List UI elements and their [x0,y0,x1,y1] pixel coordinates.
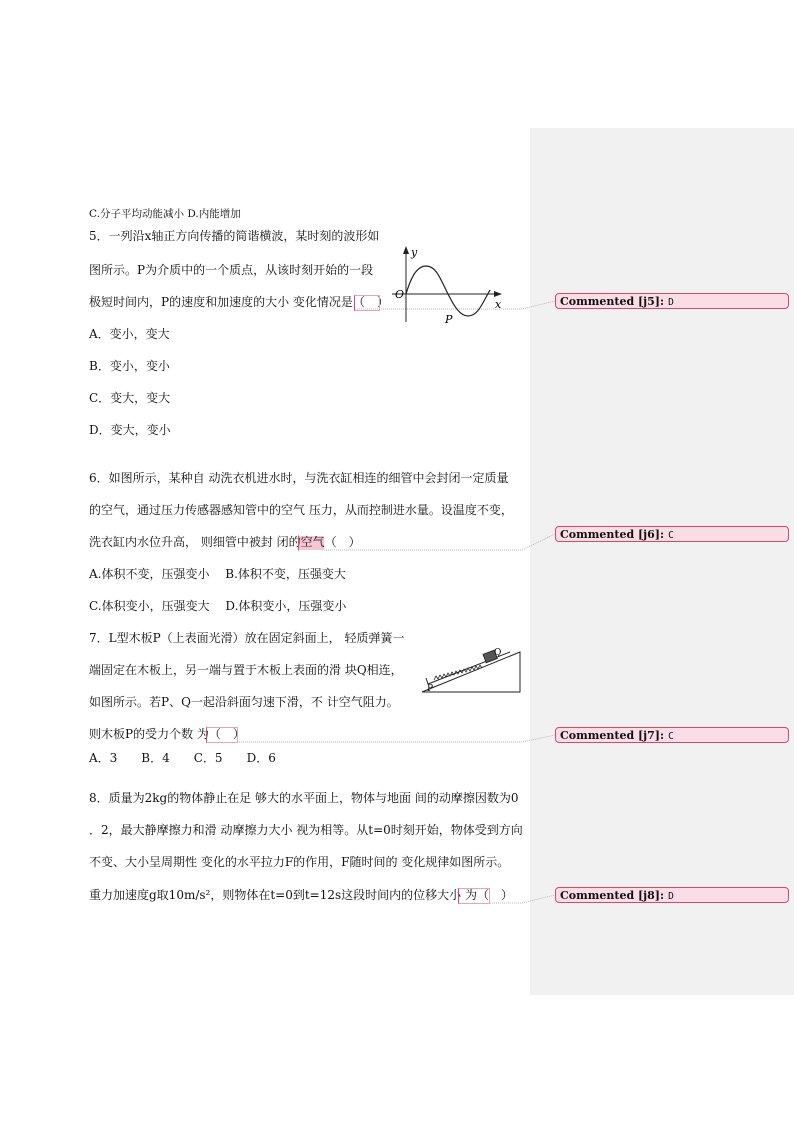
q5-fig-p-label: P [445,313,453,326]
q6-line-2: 的空气，通过压力传感器感知管中的空气 压力，从而控制进水量。设温度不变， [89,503,513,517]
q4-options-tail: C.分子平均动能减小 D.内能增加 [89,208,241,220]
comment-bubble-j6[interactable] [555,526,789,542]
q5-option-a: A．变小，变大 [89,327,170,341]
q5-fig-y-label: y [411,246,418,259]
q8-line-1: 8．质量为2kg的物体静止在足 够大的水平面上，物体与地面 间的动摩擦因数为0 [89,791,519,805]
q5-option-d: D．变大，变小 [89,423,171,437]
q5-option-b: B．变小，变小 [89,359,170,373]
q5-wave-figure [392,246,512,328]
q8-line-3: 不变、大小呈周期性 变化的水平拉力F的作用，F随时间的 变化规律如图所示。 [89,855,510,869]
comment-pane [530,128,794,995]
q5-line-1: 5．一列沿x轴正方向传播的简谐横波，某时刻的波形如 [89,229,380,243]
comment-value: D [668,891,674,902]
comment-label: Commented [j5]: [560,295,665,308]
comment-value: C [668,530,674,541]
comment-anchor-j8[interactable] [458,888,490,904]
q5-option-c: C．变大，变大 [89,391,171,405]
q7-incline-figure [418,644,524,694]
q8-line-2: ．2，最大静摩擦力和滑 动摩擦力大小 视为相等。从t=0时刻开始，物体受到方向 [89,823,523,837]
comment-anchor-j5[interactable] [354,295,380,311]
comment-bubble-j8[interactable] [555,887,789,903]
q5-fig-x-label: x [495,298,502,311]
comment-label: Commented [j7]: [560,729,665,742]
q6-line-1: 6．如图所示，某种自 动洗衣机进水时，与洗衣缸相连的细管中会封闭一定质量 [89,471,509,485]
q6-line-3: 洗衣缸内水位升高， 则细管中被封 闭的空气（ ） [89,535,361,549]
comment-value: D [668,297,674,308]
comment-bubble-j7[interactable] [555,727,789,743]
q7-line-4: 则木板P的受力个数 为（ ） [89,727,245,741]
q5-line-2: 图所示。P为介质中的一个质点，从该时刻开始的一段 [89,263,374,277]
q6-options-row-1: A.体积不变，压强变小 B.体积不变，压强变大 [89,567,346,581]
q7-options: A．3 B．4 C．5 D．6 [89,751,276,765]
comment-bubble-j5[interactable] [555,293,789,309]
comment-value: C [668,731,674,742]
comment-label: Commented [j6]: [560,528,665,541]
q7-line-2: 端固定在木板上，另一端与置于木板上表面的滑 块Q相连， [89,663,403,677]
q7-fig-q-label: Q [494,648,502,658]
comment-label: Commented [j8]: [560,889,665,902]
q8-line-4: 重力加速度g取10m/s²，则物体在t=0到t=12s这段时间内的位移大小 为（ ） [89,888,513,902]
q5-line-3: 极短时间内，P的速度和加速度的大小 变化情况是（ ） [89,295,389,309]
q7-fig-p-label: P [427,684,434,694]
q7-line-3: 如图所示。若P、Q一起沿斜面匀速下滑，不 计空气阻力。 [89,695,399,709]
q7-line-1: 7．L型木板P（上表面光滑）放在固定斜面上， 轻质弹簧一 [89,631,405,645]
q6-options-row-2: C.体积变小，压强变大 D.体积变小，压强变小 [89,599,347,613]
comment-anchor-j7[interactable] [206,727,238,743]
comment-anchor-j6[interactable] [298,535,324,551]
q5-fig-origin-label: O [395,288,405,301]
